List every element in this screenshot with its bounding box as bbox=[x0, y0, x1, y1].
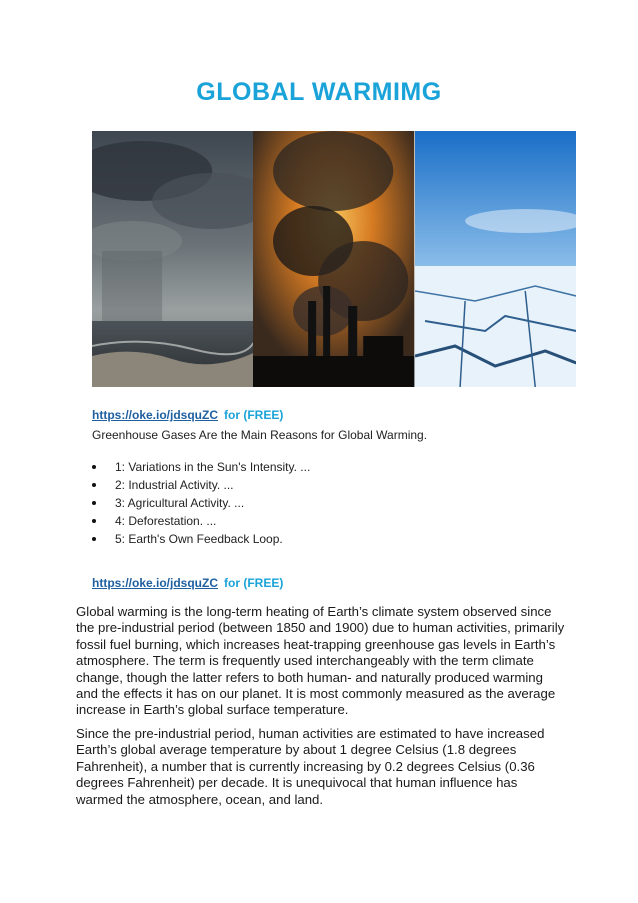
bullet-icon bbox=[92, 501, 96, 505]
list-item: 2: Industrial Activity. ... bbox=[92, 476, 310, 494]
promo-line-2 bbox=[92, 576, 283, 590]
list-item: 4: Deforestation. ... bbox=[92, 512, 310, 530]
bullet-icon bbox=[92, 519, 96, 523]
bullet-icon bbox=[92, 465, 96, 469]
promo-line-1 bbox=[92, 408, 283, 422]
hero-collage bbox=[92, 131, 576, 387]
list-item: 5: Earth's Own Feedback Loop. bbox=[92, 530, 310, 548]
reasons-list bbox=[92, 458, 310, 548]
list-item: 3: Agricultural Activity. ... bbox=[92, 494, 310, 512]
subheading: Greenhouse Gases Are the Main Reasons for Global Warming. bbox=[92, 428, 428, 442]
sea-ice-image bbox=[415, 131, 576, 387]
document-title: GLOBAL WARMIMG bbox=[196, 78, 442, 106]
factory-smoke-image bbox=[253, 131, 414, 387]
free-label: for (FREE) bbox=[224, 576, 284, 590]
body-paragraph: Since the pre-industrial period, human activities are estimated to have increased Earth’s global average temperature by about 1 degree Celsius (1.8 degrees Fahrenheit), a number that is currently increasing by 0.2 degrees Celsius (0.36 degrees Fahrenheit) per decade. It is unequivocal that human influence has warmed the atmosphere, ocean, and land. bbox=[76, 726, 545, 807]
body-paragraph: Global warming is the long-term heating of Earth’s climate system observed since the pre-industrial period (between 1850 and 1900) due to human activities, primarily fossil fuel burning, which increases heat-trapping greenhouse gas levels in Earth’s atmosphere. The term is frequently used interchangeably with the term climate change, though the latter refers to both human- and naturally produced warming and the effects it has on our planet. It is most commonly measured as the average increase in Earth’s global surface temperature. bbox=[76, 604, 565, 718]
promo-link[interactable]: https://oke.io/jdsquZC bbox=[92, 576, 218, 590]
free-label: for (FREE) bbox=[224, 408, 284, 422]
bullet-icon bbox=[92, 537, 96, 541]
list-item: 1: Variations in the Sun's Intensity. ... bbox=[92, 458, 310, 476]
bullet-icon bbox=[92, 483, 96, 487]
storm-sea-image bbox=[92, 131, 253, 387]
promo-link[interactable]: https://oke.io/jdsquZC bbox=[92, 408, 218, 422]
